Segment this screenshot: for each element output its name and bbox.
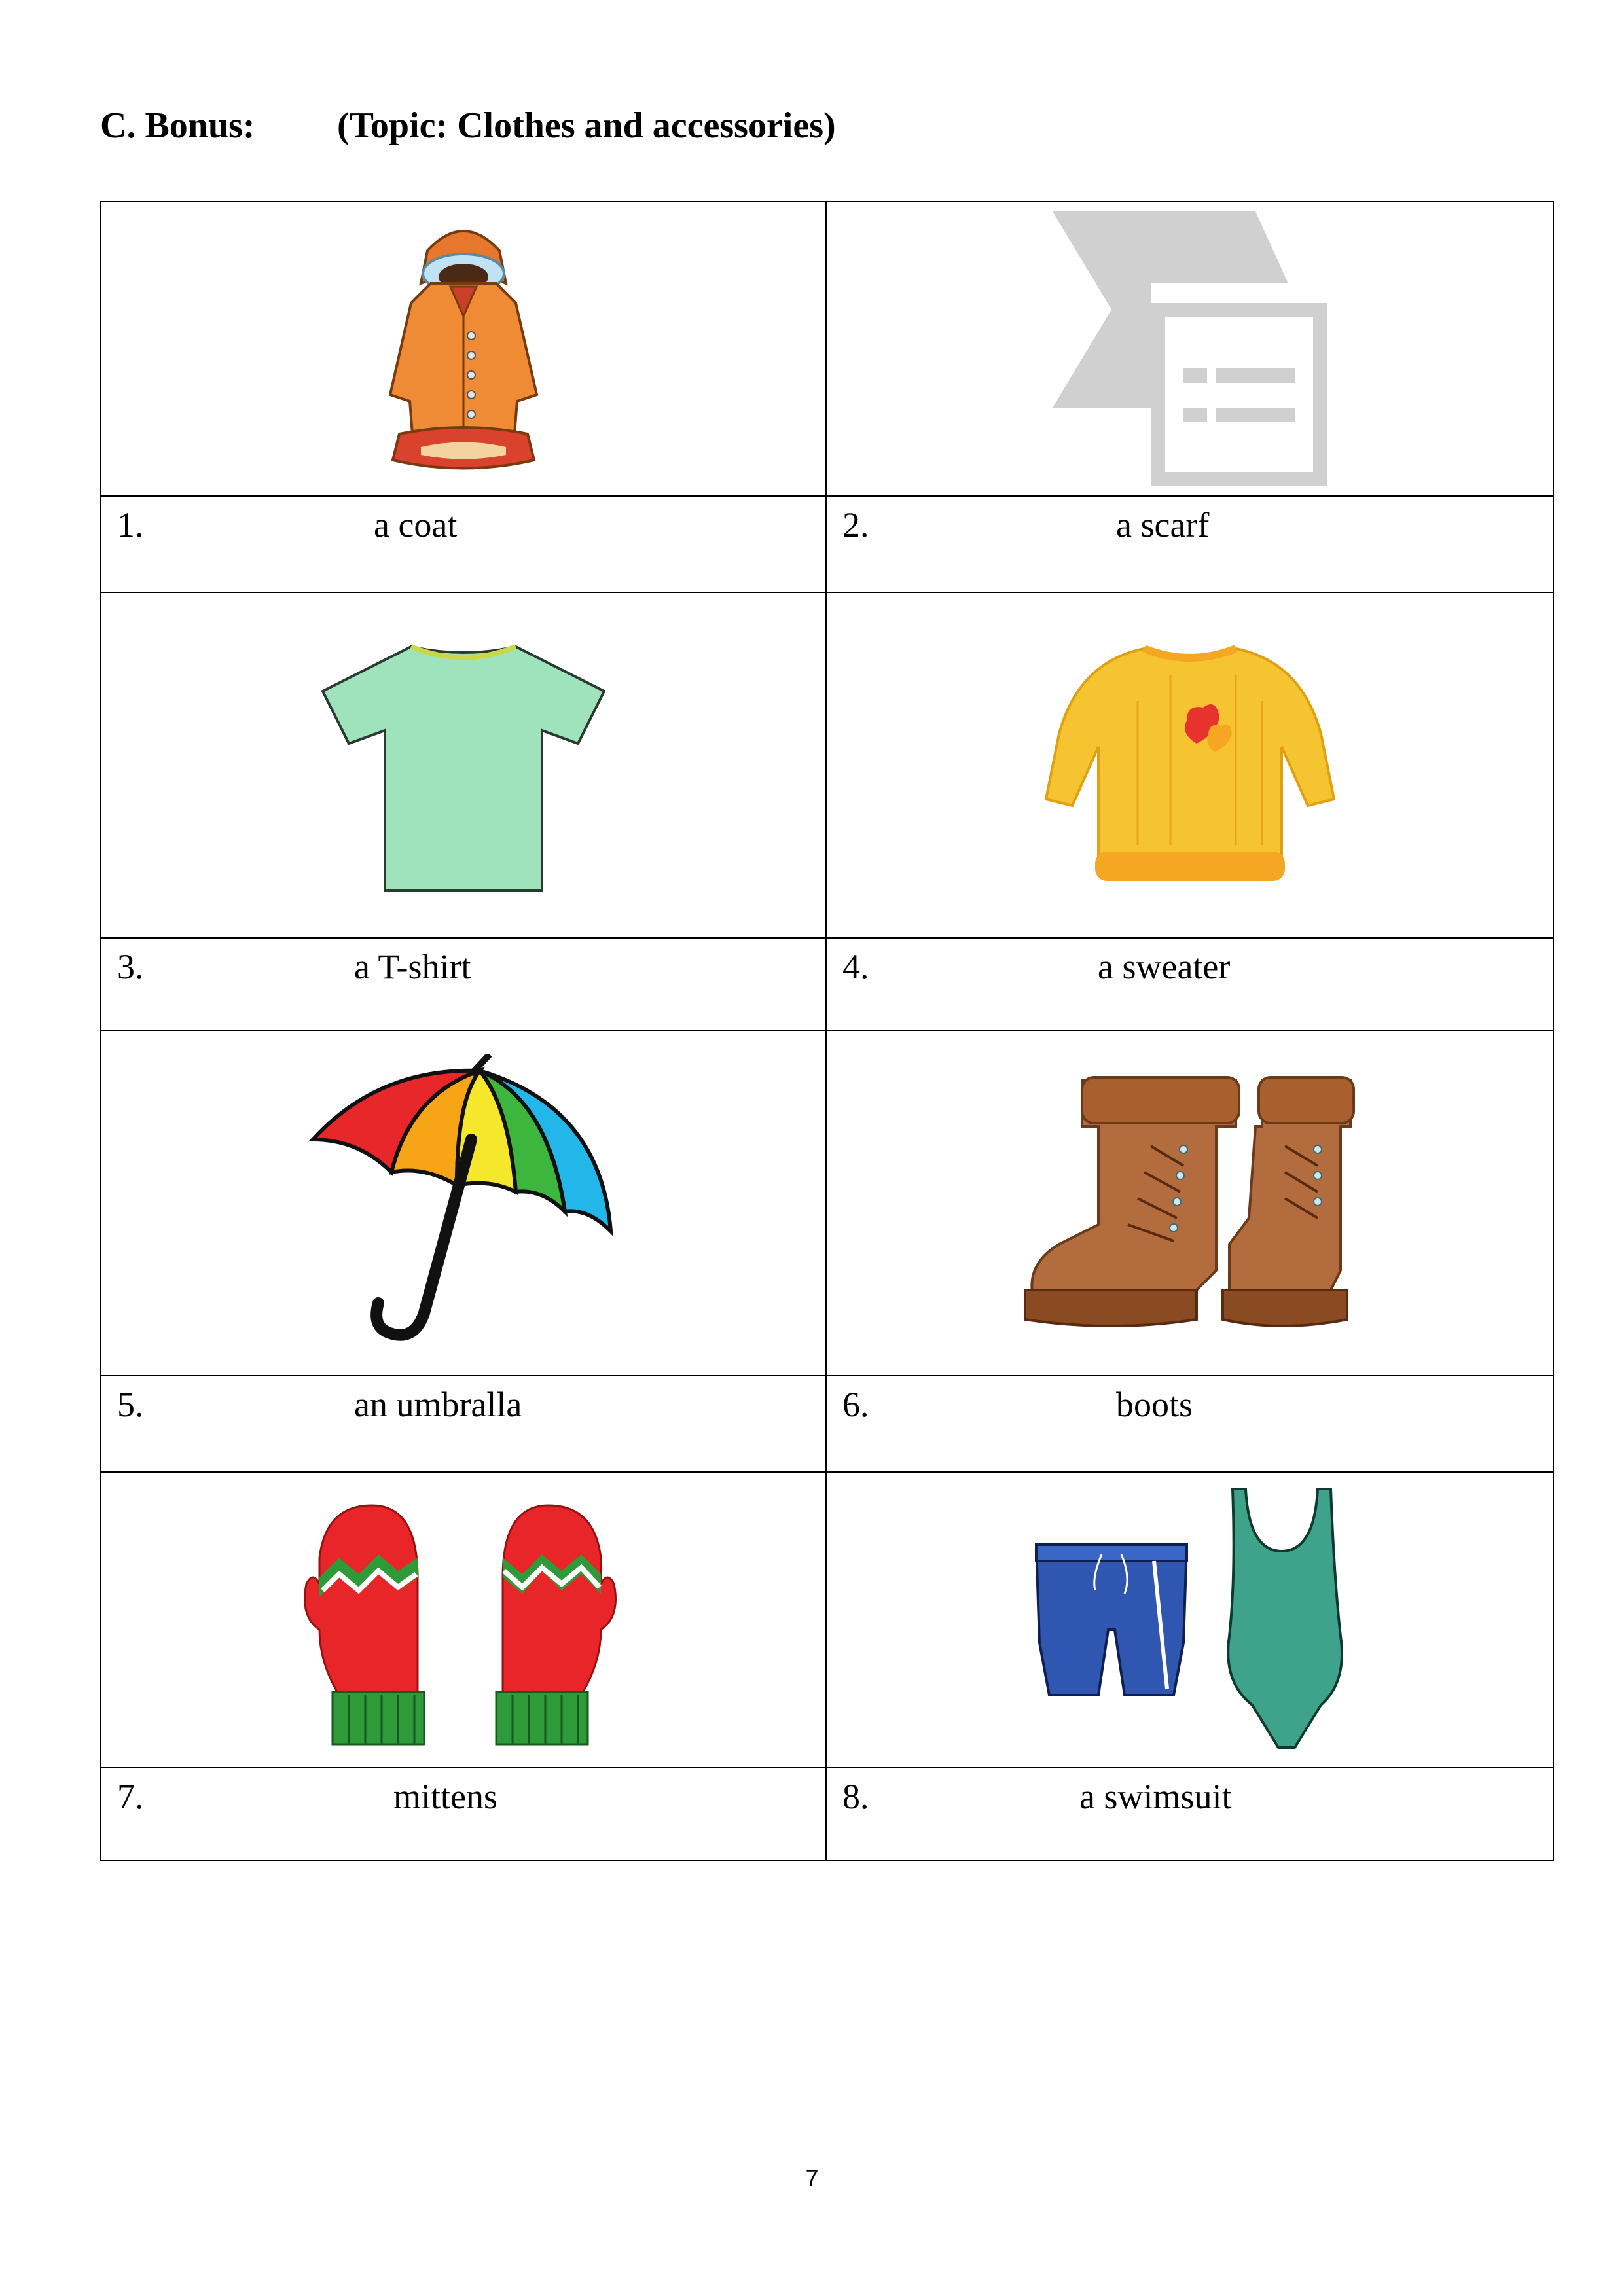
umbrella-icon [300, 1054, 627, 1355]
t-shirt-icon [313, 639, 614, 901]
picture-cell [826, 1031, 1553, 1376]
item-number: 4. [842, 947, 869, 986]
sweater-icon [1039, 636, 1341, 897]
item-word: boots [1116, 1385, 1193, 1424]
item-word: mittens [393, 1777, 497, 1816]
picture-cell [101, 1472, 826, 1768]
boots-icon [1020, 1074, 1360, 1349]
mittens-icon [293, 1499, 634, 1761]
picture-cell [826, 592, 1553, 938]
picture-cell [826, 1472, 1553, 1768]
word-cell [826, 938, 1553, 1031]
word-cell [101, 1768, 826, 1861]
word-cell [101, 1376, 826, 1472]
item-number: 7. [117, 1777, 144, 1816]
image-row [101, 1472, 1553, 1768]
item-number: 3. [117, 947, 144, 986]
image-row [101, 202, 1553, 496]
word-cell [826, 496, 1553, 592]
item-word: a swimsuit [1079, 1777, 1232, 1816]
label-row [101, 1768, 1553, 1861]
topic-title: (Topic: Clothes and accessories) [337, 105, 836, 146]
vocabulary-table [100, 201, 1554, 1861]
image-row [101, 1031, 1553, 1376]
item-word: a sweater [1098, 947, 1231, 986]
label-row [101, 496, 1553, 592]
item-word: a scarf [1116, 505, 1210, 545]
item-word: a coat [374, 505, 458, 545]
item-number: 2. [842, 505, 869, 545]
word-cell [101, 496, 826, 592]
picture-cell [101, 1031, 826, 1376]
section-heading [100, 105, 836, 147]
word-cell [826, 1768, 1553, 1861]
image-placeholder-icon [1039, 211, 1341, 486]
coat-icon [365, 211, 562, 486]
item-word: an umbralla [354, 1385, 522, 1424]
item-number: 6. [842, 1385, 869, 1424]
item-word: a T-shirt [354, 947, 471, 986]
picture-cell [101, 592, 826, 938]
word-cell [101, 938, 826, 1031]
label-row [101, 1376, 1553, 1472]
label-row [101, 938, 1553, 1031]
item-number: 8. [842, 1777, 869, 1816]
word-cell [826, 1376, 1553, 1472]
picture-cell [101, 202, 826, 496]
item-number: 1. [117, 505, 144, 545]
page-number: 7 [805, 2164, 819, 2191]
section-title: C. Bonus: [100, 105, 255, 146]
picture-cell [826, 202, 1553, 496]
image-row [101, 592, 1553, 938]
swimsuit-icon [1020, 1479, 1360, 1767]
item-number: 5. [117, 1385, 144, 1424]
